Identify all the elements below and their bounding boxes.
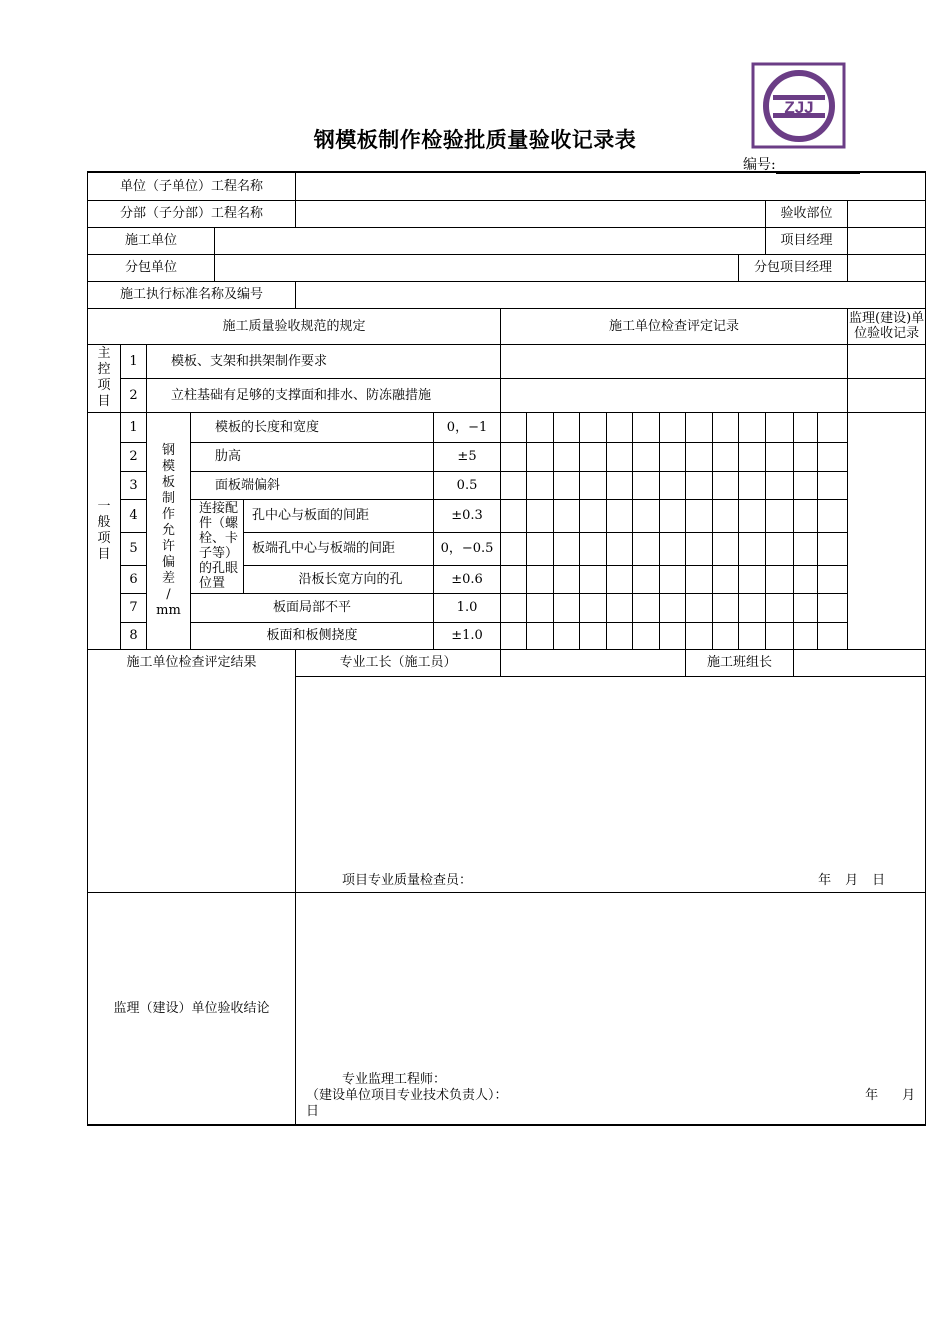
check-cell[interactable] — [766, 593, 794, 622]
general-item-number: 5 — [121, 532, 147, 565]
check-cell[interactable] — [739, 442, 766, 471]
check-cell[interactable] — [527, 412, 554, 442]
supervision-date — [851, 1088, 915, 1104]
team-leader-field[interactable] — [794, 649, 926, 676]
check-cell[interactable] — [794, 622, 818, 649]
check-cell[interactable] — [686, 499, 713, 532]
check-cell[interactable] — [633, 532, 660, 565]
year-label: 年 — [818, 872, 832, 888]
supervision-header: 监理(建设)单位验收记录 — [848, 308, 926, 344]
check-cell[interactable] — [713, 622, 739, 649]
subcontractor-field[interactable] — [215, 254, 739, 281]
foreman-label: 专业工长（施工员） — [296, 649, 501, 676]
check-cell[interactable] — [818, 565, 848, 593]
tolerance-value: 0.5 — [434, 471, 501, 499]
inspection-form — [87, 171, 926, 1126]
check-cell[interactable] — [527, 499, 554, 532]
subdivision-field[interactable] — [296, 200, 766, 227]
check-cell[interactable] — [818, 412, 848, 442]
check-cell[interactable] — [607, 565, 633, 593]
general-item-text: 肋高 — [191, 442, 434, 471]
check-cell[interactable] — [501, 412, 527, 442]
check-cell[interactable] — [686, 442, 713, 471]
result-body[interactable] — [296, 676, 926, 892]
check-cell[interactable] — [660, 412, 686, 442]
foreman-field[interactable] — [501, 649, 686, 676]
check-cell[interactable] — [818, 499, 848, 532]
tolerance-value: ±0.3 — [434, 499, 501, 532]
owner-label: （建设单位项目专业技术负责人）： — [306, 1088, 508, 1103]
check-cell[interactable] — [580, 442, 607, 471]
check-cell[interactable] — [580, 471, 607, 499]
main-item-number: 1 — [121, 344, 147, 378]
tolerance-value: ±1.0 — [434, 622, 501, 649]
check-cell[interactable] — [633, 565, 660, 593]
main-item-record-field[interactable] — [501, 344, 848, 378]
main-item-record-field[interactable] — [501, 378, 848, 412]
month-label: 月 — [902, 1088, 916, 1103]
check-cell[interactable] — [766, 412, 794, 442]
check-cell[interactable] — [501, 593, 527, 622]
check-cell[interactable] — [527, 593, 554, 622]
check-cell[interactable] — [607, 412, 633, 442]
inspector-label: 项目专业质量检查员： — [342, 872, 473, 888]
general-item-number: 2 — [121, 442, 147, 471]
check-cell[interactable] — [660, 593, 686, 622]
general-item-number: 3 — [121, 471, 147, 499]
general-item-number: 6 — [121, 565, 147, 593]
check-cell[interactable] — [607, 442, 633, 471]
check-cell[interactable] — [686, 532, 713, 565]
project-manager-label: 项目经理 — [766, 227, 848, 254]
check-cell[interactable] — [554, 622, 580, 649]
check-cell[interactable] — [607, 593, 633, 622]
check-cell[interactable] — [739, 471, 766, 499]
check-cell[interactable] — [633, 412, 660, 442]
check-cell[interactable] — [554, 471, 580, 499]
check-cell[interactable] — [554, 412, 580, 442]
check-cell[interactable] — [766, 622, 794, 649]
check-cell[interactable] — [766, 565, 794, 593]
check-cell[interactable] — [818, 532, 848, 565]
check-cell[interactable] — [739, 593, 766, 622]
general-item-text: 板面和板侧挠度 — [191, 622, 434, 649]
general-item-text: 面板端偏斜 — [191, 471, 434, 499]
check-cell[interactable] — [633, 622, 660, 649]
general-item-number: 1 — [121, 412, 147, 442]
check-cell[interactable] — [739, 532, 766, 565]
check-cell[interactable] — [794, 442, 818, 471]
check-cell[interactable] — [633, 442, 660, 471]
check-cell[interactable] — [818, 622, 848, 649]
supervision-conclusion-label: 监理（建设）单位验收结论 — [88, 892, 296, 1125]
check-cell[interactable] — [794, 412, 818, 442]
check-cell[interactable] — [660, 499, 686, 532]
check-cell[interactable] — [554, 532, 580, 565]
accept-part-field[interactable] — [848, 200, 926, 227]
check-cell[interactable] — [527, 471, 554, 499]
check-cell[interactable] — [607, 532, 633, 565]
check-cell[interactable] — [713, 471, 739, 499]
accept-part-label: 验收部位 — [766, 200, 848, 227]
check-cell[interactable] — [686, 622, 713, 649]
check-cell[interactable] — [660, 532, 686, 565]
standard-field[interactable] — [296, 281, 926, 308]
contractor-field[interactable] — [215, 227, 766, 254]
general-item-text: 孔中心与板面的间距 — [244, 499, 434, 532]
sub-pm-field[interactable] — [848, 254, 926, 281]
check-cell[interactable] — [713, 442, 739, 471]
year-label: 年 — [865, 1088, 879, 1103]
contractor-label: 施工单位 — [88, 227, 215, 254]
check-cell[interactable] — [686, 471, 713, 499]
main-item-text: 模板、支架和拱架制作要求 — [147, 344, 501, 378]
check-cell[interactable] — [713, 532, 739, 565]
check-cell[interactable] — [527, 442, 554, 471]
check-cell[interactable] — [607, 471, 633, 499]
check-cell[interactable] — [766, 532, 794, 565]
check-cell[interactable] — [739, 622, 766, 649]
general-item-number: 8 — [121, 622, 147, 649]
main-item-supervision-field[interactable] — [848, 344, 926, 378]
day-label: 日 — [872, 872, 886, 888]
unit-project-field[interactable] — [296, 172, 926, 200]
general-item-text: 模板的长度和宽度 — [191, 412, 434, 442]
check-cell[interactable] — [686, 593, 713, 622]
check-cell[interactable] — [713, 412, 739, 442]
check-cell[interactable] — [554, 499, 580, 532]
page-title: 钢模板制作检验批质量验收记录表 — [313, 127, 637, 152]
record-header: 施工单位检查评定记录 — [501, 308, 848, 344]
check-cell[interactable] — [739, 565, 766, 593]
svg-text:ZJJ: ZJJ — [784, 98, 814, 117]
sub-pm-label: 分包项目经理 — [739, 254, 848, 281]
main-item-number: 2 — [121, 378, 147, 412]
check-cell[interactable] — [633, 471, 660, 499]
check-cell[interactable] — [527, 565, 554, 593]
check-cell[interactable] — [766, 442, 794, 471]
doc-number-label: 编号: — [743, 157, 776, 173]
general-item-text: 板面局部不平 — [191, 593, 434, 622]
check-cell[interactable] — [554, 593, 580, 622]
tolerance-value: ±0.6 — [434, 565, 501, 593]
check-cell[interactable] — [794, 532, 818, 565]
check-cell[interactable] — [739, 499, 766, 532]
check-cell[interactable] — [580, 565, 607, 593]
general-supervision-field[interactable] — [848, 412, 926, 649]
day-label: 日 — [306, 1104, 320, 1119]
check-cell[interactable] — [633, 499, 660, 532]
check-cell[interactable] — [713, 499, 739, 532]
check-cell[interactable] — [818, 471, 848, 499]
engineer-label: 专业监理工程师： — [342, 1072, 447, 1087]
standard-label: 施工执行标准名称及编号 — [88, 281, 296, 308]
check-cell[interactable] — [766, 471, 794, 499]
main-control-group: 主 控 项 目 — [88, 344, 121, 412]
check-cell[interactable] — [660, 565, 686, 593]
tolerance-value: 0，−0.5 — [434, 532, 501, 565]
check-cell[interactable] — [501, 622, 527, 649]
check-cell[interactable] — [527, 532, 554, 565]
check-cell[interactable] — [580, 532, 607, 565]
check-cell[interactable] — [633, 593, 660, 622]
check-cell[interactable] — [686, 565, 713, 593]
tolerance-value: 1.0 — [434, 593, 501, 622]
month-label: 月 — [845, 872, 859, 888]
check-cell[interactable] — [686, 412, 713, 442]
check-cell[interactable] — [794, 565, 818, 593]
general-group: 一 般 项 目 — [88, 412, 121, 649]
check-cell[interactable] — [501, 442, 527, 471]
check-cell[interactable] — [794, 499, 818, 532]
check-cell[interactable] — [501, 565, 527, 593]
check-cell[interactable] — [501, 471, 527, 499]
check-cell[interactable] — [713, 565, 739, 593]
general-item-number: 4 — [121, 499, 147, 532]
subdivision-label: 分部（子分部）工程名称 — [88, 200, 296, 227]
check-cell[interactable] — [739, 412, 766, 442]
check-cell[interactable] — [580, 622, 607, 649]
team-leader-label: 施工班组长 — [686, 649, 794, 676]
supervision-body[interactable] — [296, 892, 926, 1125]
general-item-number: 7 — [121, 593, 147, 622]
check-cell[interactable] — [501, 499, 527, 532]
general-item-text: 沿板长宽方向的孔 — [244, 565, 434, 593]
tolerance-value: ±5 — [434, 442, 501, 471]
connector-group: 连接配件（螺栓、卡子等）的孔眼位置 — [191, 499, 244, 593]
check-cell[interactable] — [580, 412, 607, 442]
check-cell[interactable] — [794, 593, 818, 622]
project-manager-field[interactable] — [848, 227, 926, 254]
subcontractor-label: 分包单位 — [88, 254, 215, 281]
check-cell[interactable] — [580, 593, 607, 622]
tolerance-value: 0，−1 — [434, 412, 501, 442]
main-item-text: 立柱基础有足够的支撑面和排水、防冻融措施 — [147, 378, 501, 412]
check-cell[interactable] — [580, 499, 607, 532]
check-cell[interactable] — [554, 565, 580, 593]
result-label: 施工单位检查评定结果 — [88, 649, 296, 892]
check-cell[interactable] — [660, 622, 686, 649]
result-date — [804, 873, 885, 888]
check-cell[interactable] — [794, 471, 818, 499]
spec-header: 施工质量验收规范的规定 — [88, 308, 501, 344]
check-cell[interactable] — [660, 471, 686, 499]
check-cell[interactable] — [766, 499, 794, 532]
check-cell[interactable] — [713, 593, 739, 622]
check-cell[interactable] — [818, 442, 848, 471]
check-cell[interactable] — [501, 532, 527, 565]
check-cell[interactable] — [660, 442, 686, 471]
check-cell[interactable] — [818, 593, 848, 622]
tolerance-group: 钢 模 板 制 作 允 许 偏 差 / mm — [147, 412, 191, 649]
check-cell[interactable] — [527, 622, 554, 649]
general-item-text: 板端孔中心与板端的间距 — [244, 532, 434, 565]
check-cell[interactable] — [554, 442, 580, 471]
main-item-supervision-field[interactable] — [848, 378, 926, 412]
check-cell[interactable] — [607, 622, 633, 649]
unit-project-label: 单位（子单位）工程名称 — [88, 172, 296, 200]
check-cell[interactable] — [607, 499, 633, 532]
